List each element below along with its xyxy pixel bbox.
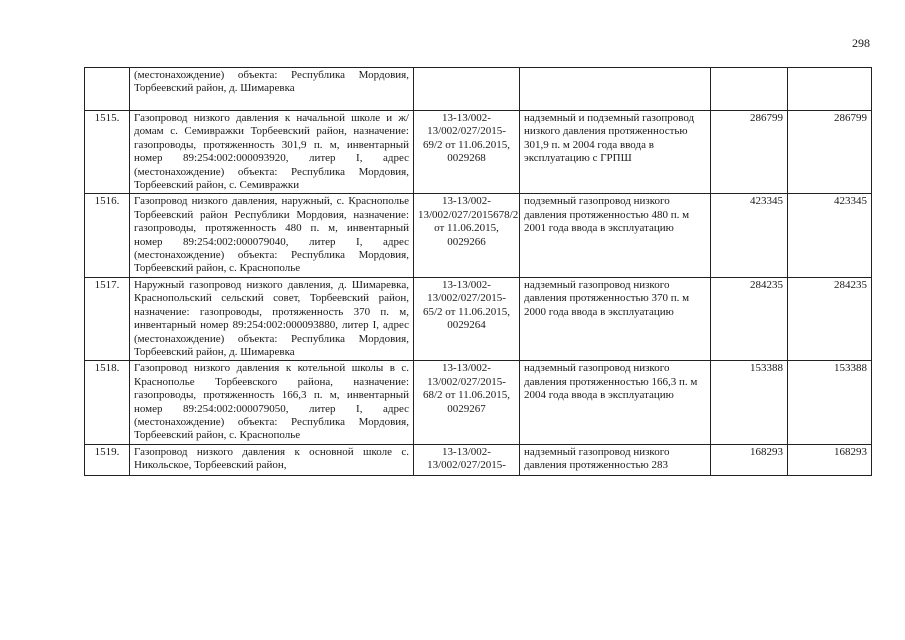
value-column-2: 423345 [788,194,872,277]
object-characteristics: надземный газопровод низкого давления протяженностью 370 п. м 2000 года ввода в эксплуатацию [520,277,711,360]
value-column-2: 284235 [788,277,872,360]
row-number: 1516. [85,194,130,277]
property-registry-table [84,67,872,476]
object-description: Газопровод низкого давления к котельной школы в с. Краснополье Торбеевского района, назначение: газопроводы, протяженность 166,3 п. м, инвентарный номер 89:254:002:000079050, литер I, адрес (местонахождение) объекта: Республика Мордовия, Торбеевский район, с. Краснополье [130,361,414,444]
object-characteristics: надземный газопровод низкого давления протяженностью 283 [520,444,711,475]
row-number: 1519. [85,444,130,475]
table-row [85,277,872,360]
table-row [85,194,872,277]
object-characteristics [520,68,711,111]
value-column-1: 423345 [711,194,788,277]
value-column-1: 168293 [711,444,788,475]
table-row [85,361,872,444]
value-column-1 [711,68,788,111]
row-number [85,68,130,111]
registration-record: 13-13/002-13/002/027/2015-69/2 от 11.06.2015, 0029268 [414,111,520,194]
value-column-1: 286799 [711,111,788,194]
value-column-2 [788,68,872,111]
object-description: Газопровод низкого давления, наружный, с. Краснополье Торбеевский район Республики Мордовия, назначение: газопроводы, протяженность 480 п. м, инвентарный номер 89:254:002:000079040, литер I, адрес (местонахождение) объекта: Республика Мордовия, Торбеевский район, с. Краснополье [130,194,414,277]
registration-record [414,68,520,111]
table-row [85,444,872,475]
page-number: 298 [852,36,870,50]
table-row [85,111,872,194]
value-column-2: 153388 [788,361,872,444]
value-column-1: 284235 [711,277,788,360]
object-characteristics: подземный газопровод низкого давления протяженностью 480 п. м 2001 года ввода в эксплуатацию [520,194,711,277]
row-number: 1515. [85,111,130,194]
value-column-1: 153388 [711,361,788,444]
object-description: Наружный газопровод низкого давления, д. Шимаревка, Краснопольский сельский совет, Торбеевский район, назначение: газопроводы, протяженность 370 п. м, инвентарный номер 89:254:002:000093880, литер I, адрес (местонахождение) объекта: Республика Мордовия, Торбеевский район, д. Шимаревка [130,277,414,360]
object-characteristics: надземный газопровод низкого давления протяженностью 166,3 п. м 2004 года ввода в эксплуатацию [520,361,711,444]
object-description: Газопровод низкого давления к основной школе с. Никольское, Торбеевский район, [130,444,414,475]
value-column-2: 168293 [788,444,872,475]
object-description: Газопровод низкого давления к начальной школе и ж/домам с. Семивражки Торбеевский район, назначение: газопроводы, протяженность 301,9 п. м, инвентарный номер 89:254:002:000093920, литер I, адрес (местонахождение) объекта: Республика Мордовия, Торбеевский район, с. Семивражки [130,111,414,194]
registration-record: 13-13/002-13/002/027/2015678/2 от 11.06.2015, 0029266 [414,194,520,277]
registration-record: 13-13/002-13/002/027/2015- [414,444,520,475]
row-number: 1517. [85,277,130,360]
registration-record: 13-13/002-13/002/027/2015-68/2 от 11.06.2015, 0029267 [414,361,520,444]
row-number: 1518. [85,361,130,444]
registration-record: 13-13/002-13/002/027/2015-65/2 от 11.06.2015, 0029264 [414,277,520,360]
object-description: (местонахождение) объекта: Республика Мордовия, Торбеевский район, д. Шимаревка [130,68,414,111]
table-row [85,68,872,111]
value-column-2: 286799 [788,111,872,194]
object-characteristics: надземный и подземный газопровод низкого давления протяженностью 301,9 п. м 2004 года ввода в эксплуатацию с ГРПШ [520,111,711,194]
